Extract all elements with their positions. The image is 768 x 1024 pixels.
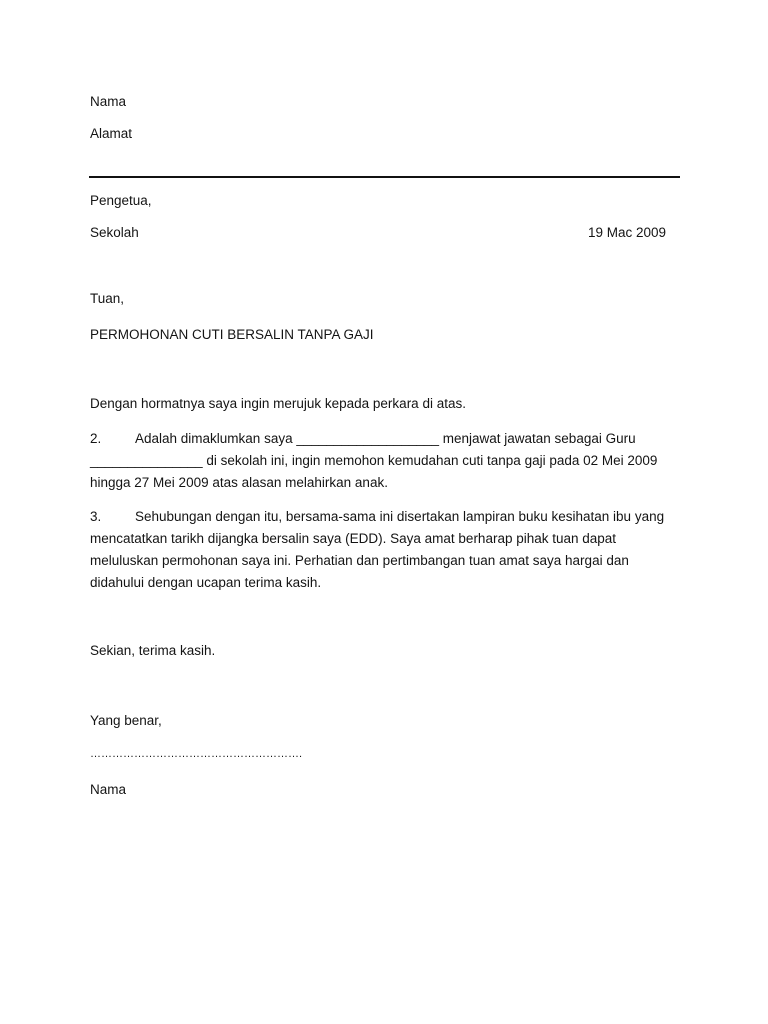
recipient-school: Sekolah	[90, 225, 139, 240]
paragraph-3	[90, 506, 680, 594]
sign-off: Yang benar,	[90, 713, 162, 728]
paragraph-text: Sehubungan dengan itu, bersama-sama ini disertakan lampiran buku kesihatan ibu yang mencatatkan tarikh dijangka bersalin saya (EDD). Saya amat berharap pihak tuan dapat meluluskan permohonan saya ini. Perhatian dan pertimbangan tuan amat saya hargai dan didahului dengan ucapan terima kasih.	[90, 509, 665, 590]
sender-address-label: Alamat	[90, 126, 133, 141]
signature-line: ………………………………………………….	[90, 748, 303, 760]
closing-line: Sekian, terima kasih.	[90, 643, 216, 658]
paragraph-number: 2.	[90, 431, 102, 446]
recipient-title: Pengetua,	[90, 193, 152, 208]
signer-name: Nama	[90, 782, 127, 797]
subject-heading: PERMOHONAN CUTI BERSALIN TANPA GAJI	[90, 327, 374, 342]
intro-paragraph: Dengan hormatnya saya ingin merujuk kepada perkara di atas.	[90, 396, 466, 411]
salutation: Tuan,	[90, 291, 125, 306]
letter-date: 19 Mac 2009	[587, 225, 666, 240]
paragraph-2	[90, 428, 680, 494]
paragraph-number: 3.	[90, 509, 102, 524]
sender-name-label: Nama	[90, 94, 127, 109]
paragraph-text: Adalah dimaklumkan saya ___________________ menjawat jawatan sebagai Guru _______________ di sekolah ini, ingin memohon kemudahan cuti tanpa gaji pada 02 Mei 2009 hingga 27 Mei 2009 atas alasan melahirkan anak.	[90, 431, 658, 490]
header-divider	[89, 176, 680, 178]
